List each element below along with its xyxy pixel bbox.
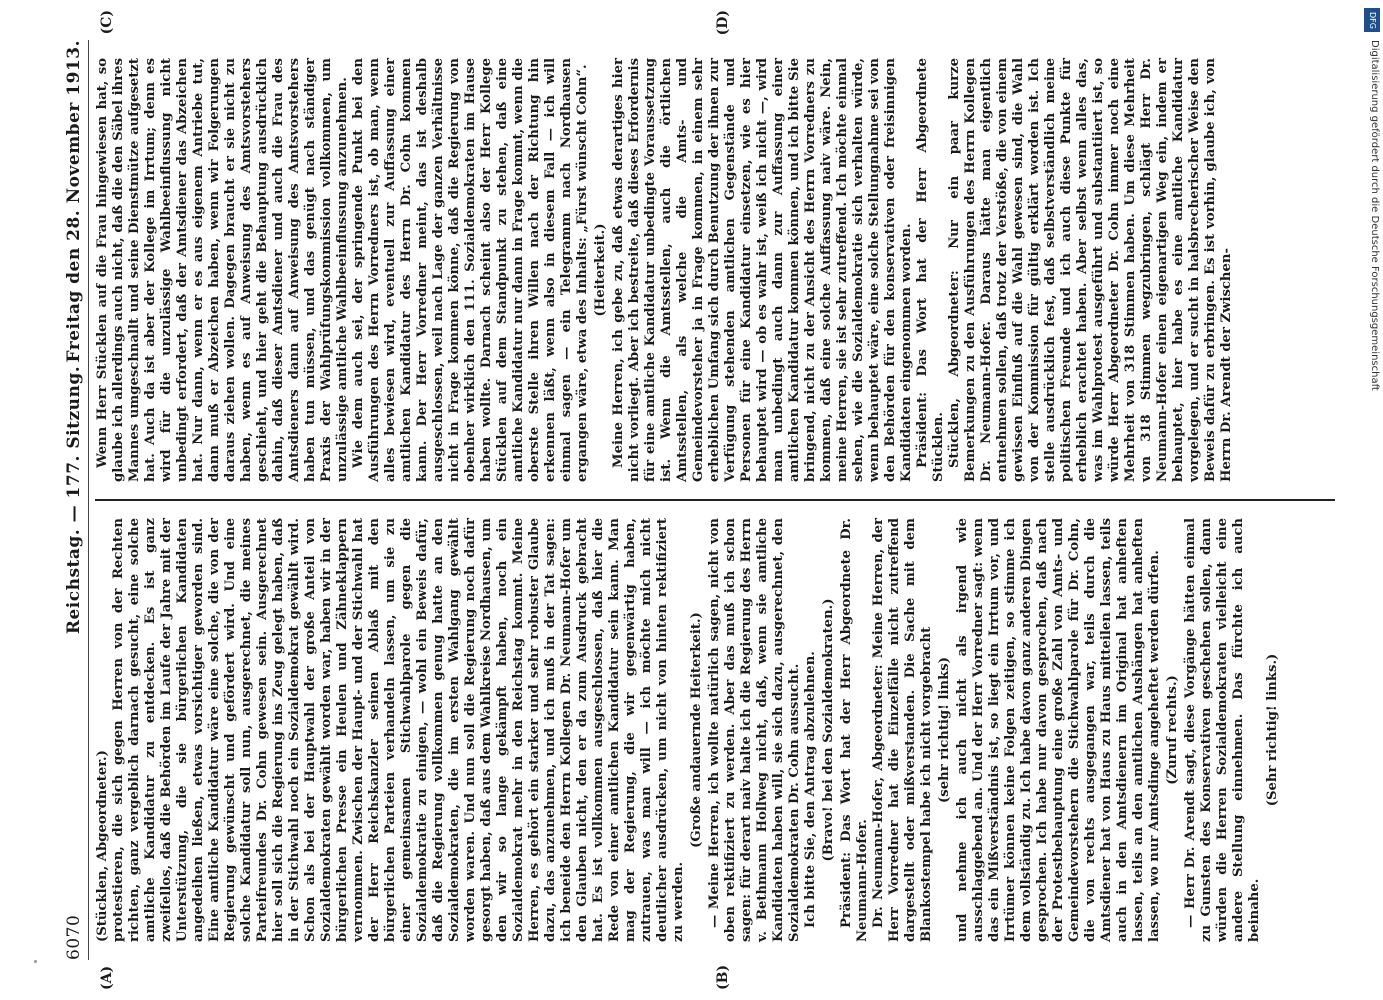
document-page — [40, 0, 1360, 1000]
reaction: (Große andauernde Heiterkeit.) — [689, 612, 704, 848]
dfg-logo: DFG — [1364, 8, 1380, 32]
scan-mark — [34, 960, 37, 963]
president-remark: Präsident: Das Wort hat der Herr Abgeordnete Stücklen. — [915, 58, 946, 482]
paragraph: — Meine Herren, ich wollte natürlich sagen, nicht von oben rektifiziert zu werden. Aber das muß ich schon sagen: für derart naiv halte ich die Regierung des Herrn v. Bethmann Hollweg nicht, daß, wenn sie amtliche Kandidaten haben will, sie sich dazu, ausgerechnet, den Sozialdemokraten Dr. Cohn aussucht. — [707, 518, 802, 942]
paragraph: protestieren, die sich gegen Herren von der Rechten richten, ganz vergeblich darnach gesucht, eine solche amtliche Kandidatur zu entdecken. Es ist ganz zweifellos, daß die Behörden im Laufe der Jahre mit der Unterstützung, die sie bürgerlichen Kandidaten angedeihen ließen, etwas vorsichtiger geworden sind. Eine amtliche Kandidatur wäre eine solche, die von der Regierung gewünscht und gefördert wird. Und eine solche Kandidatur soll nun, ausgerechnet, die meines Parteifreundes Dr. Cohn gewesen sein. Ausgerechnet hier soll sich die Regierung ins Zeug gelegt haben, daß in der Stichwahl noch ein Sozialdemokrat gewählt wird. Schon als bei der Hauptwahl der große Anteil von Sozialdemokraten gewählt worden war, haben wir in der bürgerlichen Presse ein Heulen und Zähneklappern vernommen. Zwischen der Haupt- und der Stichwahl hat der Herr Reichskanzler seinen Ablaß mit den bürgerlichen Parteien verhandeln lassen, um sie zu einer gemeinsamen Stichwahlparole gegen die Sozialdemokratie zu einigen, — wohl ein Beweis dafür, daß die Regierung vollkommen genug hatte an den Sozialdemokraten, die im ersten Wahlgang gewählt worden waren. Und nun soll die Regierung noch dafür gesorgt haben, daß aus dem Wahlkreise Nordhausen, um den wir so lange gekämpft haben, noch ein Sozialdemokrat mehr in den Reichstag kommt. Meine Herren, es gehört ein starker und sehr robuster Glaube dazu, das anzunehmen, und ich muß in der Tat sagen: ich beneide den Herrn Kollegen Dr. Neumann-Hofer um den Glauben nicht, den er da zum Ausdruck gebracht hat. Es ist vollkommen ausgeschlossen, daß hier die Rede von einer amtlichen Kandidatur sein kann. Man mag der Regierung, die wir gegenwärtig haben, zutrauen, was man will — ich möchte mich nicht deutlicher ausdrücken, um nicht von hinten rektifiziert zu werden. — [111, 518, 686, 942]
reaction: (Sehr richtig! links.) — [1265, 653, 1280, 807]
margin-marker-a: (A) — [99, 965, 115, 990]
paragraph: Wie dem auch sei, der springende Punkt bei den Ausführungen des Herrn Vorredners ist, ob man, wenn alles bewiesen wird, eventuell zur Auffassung einer amtlichen Kandidatur des Herrn Dr. Cohn kommen kann. Der Herr Vorredner meint, das ist deshalb ausgeschlossen, weil nach Lage der ganzen Verhältnisse nicht in Frage kommen könne, daß die Regierung von obenher wirklich den 111. Sozialdemokraten im Hause haben wollte. Darnach scheint also der Herr Kollege Stücklen auf dem Standpunkt zu stehen, daß eine amtliche Kandidatur nur dann in Frage kommt, wenn die oberste Stelle ihren Willen nach der Richtung hin erkennen läßt, wenn also in diesem Fall — ich will einmal sagen — ein Telegramm nach Nordhausen ergangen wäre, etwa des Inhalts: „Fürst wünscht Cohn“. — [351, 58, 590, 482]
speaker-tag: (Stücklen, Abgeordneter.) — [95, 750, 110, 942]
digitization-credit: Digitalisierung gefördert durch die Deutsche Forschungsgemeinschaft — [1369, 40, 1380, 391]
margin-marker-d: (D) — [715, 10, 731, 36]
left-column — [95, 500, 1335, 960]
paragraph: Meine Herren, ich gebe zu, daß etwas derartiges hier nicht vorliegt. Aber ich bestreite, daß dieses Erfordernis für eine amtliche Kandidatur unbedingte Voraussetzung ist. Wenn die Amtsstellen, auch die örtlichen Amtsstellen, als welche die Amts- und Gemeindevorsteher ja in Frage kommen, in einem sehr erheblichen Umfang sich durch Benutzung der ihnen zur Verfügung stehenden amtlichen Gegenstände und Personen für eine Kandidatur einsetzen, wie es hier behauptet wird — ob es wahr ist, weiß ich nicht —, wird man unbedingt auch dann zur Auffassung einer amtlichen Kandidatur kommen können, und ich bitte Sie bringend, nicht zu der Ansicht des Herrn Vorredners zu kommen, daß eine solche Auffassung naiv wäre. Nein, meine Herren, sie ist sehr zutreffend. Ich möchte einmal sehen, wie die Sozialdemokratie sich verhalten würde, wenn behauptet wäre, eine solche Stellungnahme sei von den Behörden für den konservativen oder freisinnigen Kandidaten eingenommen worden. — [611, 58, 914, 482]
reaction: (sehr richtig! links) — [937, 657, 952, 803]
paragraph: Dr. Neumann-Hofer, Abgeordneter: Meine Herren, der Herr Vorredner hat die Einzelfälle nicht zutreffend dargestellt oder mißverstanden. Die Sache mit dem Blankostempel habe ich nicht vorgebracht — [871, 518, 934, 942]
two-column-body — [95, 10, 1335, 990]
margin-marker-c: (C) — [99, 10, 115, 35]
president-remark: Präsident: Das Wort hat der Herr Abgeordnete Dr. Neumann-Hofer. — [839, 518, 870, 942]
column-divider — [95, 499, 1335, 501]
reaction: (Zuruf rechts.) — [1165, 675, 1180, 785]
page-header — [62, 40, 89, 960]
page-number: 6070 — [64, 914, 84, 960]
reaction: (Heiterkeit.) — [593, 223, 608, 317]
session-title: Reichstag. — 177. Sitzung. — [64, 365, 84, 635]
reaction: (Bravo! bei den Sozialdemokraten.) — [821, 598, 836, 862]
margin-marker-b: (B) — [715, 964, 731, 990]
right-column — [95, 40, 1335, 500]
paragraph: Stücklen, Abgeordneter: Nur ein paar kurze Bemerkungen zu den Ausführungen des Herrn Kollegen Dr. Neumann-Hofer. Daraus hätte man eigentlich entnehmen sollen, daß trotz der Verstöße, die von einem gewissen Einfluß auf die Wahl gewesen sind, die Wahl von der Kommission für gültig erklärt worden ist. Ich stelle ausdrücklich fest, daß selbstverständlich meine politischen Freunde und ich auch diese Punkte für erheblich erachtet haben. Aber selbst wenn alles das, was im Wahlprotest ausgeführt und substantiiert ist, so würde Herr Abgeordneter Dr. Cohn immer noch eine Mehrheit von 318 Stimmen haben. Um diese Mehrheit von 318 Stimmen wegzubringen, schlägt Herr Dr. Neumann-Hofer einen eigenartigen Weg ein, indem er behauptet, hier habe es eine amtliche Kandidatur vorgelegen, und er sucht in halsbrecherischer Weise den Beweis dafür zu erbringen. Es ist vorhin, glaube ich, von Herrn Dr. Arendt der Zwischen- — [947, 58, 1234, 482]
paragraph: Ich bitte Sie, den Antrag abzulehnen. — [803, 651, 818, 928]
paragraph: — Herr Dr. Arendt sagt, diese Vorgänge hätten einmal zu Gunsten des Konservativen geschehen sollen, dann würden die Herren Sozialdemokraten vielleicht eine andere Stellung einnehmen. Das fürchte ich auch beinahe. — [1183, 518, 1262, 942]
paragraph: und nehme ich auch nicht als irgend wie ausschlaggebend an. Und der Herr Vorredner sagt: wenn das ein Mißverständnis ist, so liegt ein Irrtum vor, und Irrtümer können keine Folgen zeitigen, so stimme ich dem vollständig zu. Ich habe davon ganz anderen Dingen gesprochen. Ich habe nur davon gesprochen, daß nach der Protestbehauptung eine große Zahl von Amts- und Gemeindevorstehern die Stichwahlparole für Dr. Cohn, die von rechts ausgegangen war, teils durch die Amtsdiener hat von Haus zu Haus mitteilen lassen, teils auch in den Amtsdienern im Original hat anheften lassen, teils an den amtlichen Aushängen hat anheften lassen, wo nur Amtsdinge angeheftet werden dürfen. — [955, 518, 1162, 942]
paragraph: Wenn Herr Stücklen auf die Frau hingewiesen hat, so glaube ich allerdings auch nicht, daß die den Säbel ihres Mannes umgeschnallt und seine Dienstmütze aufgesetzt hat. Auch da ist aber der Kollege im Irrtum; denn es wird für die unzulässige Wahlbeeinflussung nicht unbedingt erfordert, daß der Amtsdiener das Abzeichen hat. Nur dann, wenn er es aus eigenem Antriebe tut, dann muß er Abzeichen haben, wenn wir Folgerungen daraus ziehen wollen. Dagegen braucht er sie nicht zu haben, wenn es auf Anweisung des Amtsvorstehers geschieht, und hier geht die Behauptung ausdrücklich dahin, daß dieser Amtsdiener und auch die Frau des Amtsdieners dann auf Anweisung des Amtsvorstehers haben tun müssen, und das genügt nach ständiger Praxis der Wahlprüfungskommission vollkommen, um unzulässige amtliche Wahlbeeinflussung anzunehmen. — [95, 58, 350, 482]
session-date: Freitag den 28. November 1913. — [64, 40, 84, 363]
